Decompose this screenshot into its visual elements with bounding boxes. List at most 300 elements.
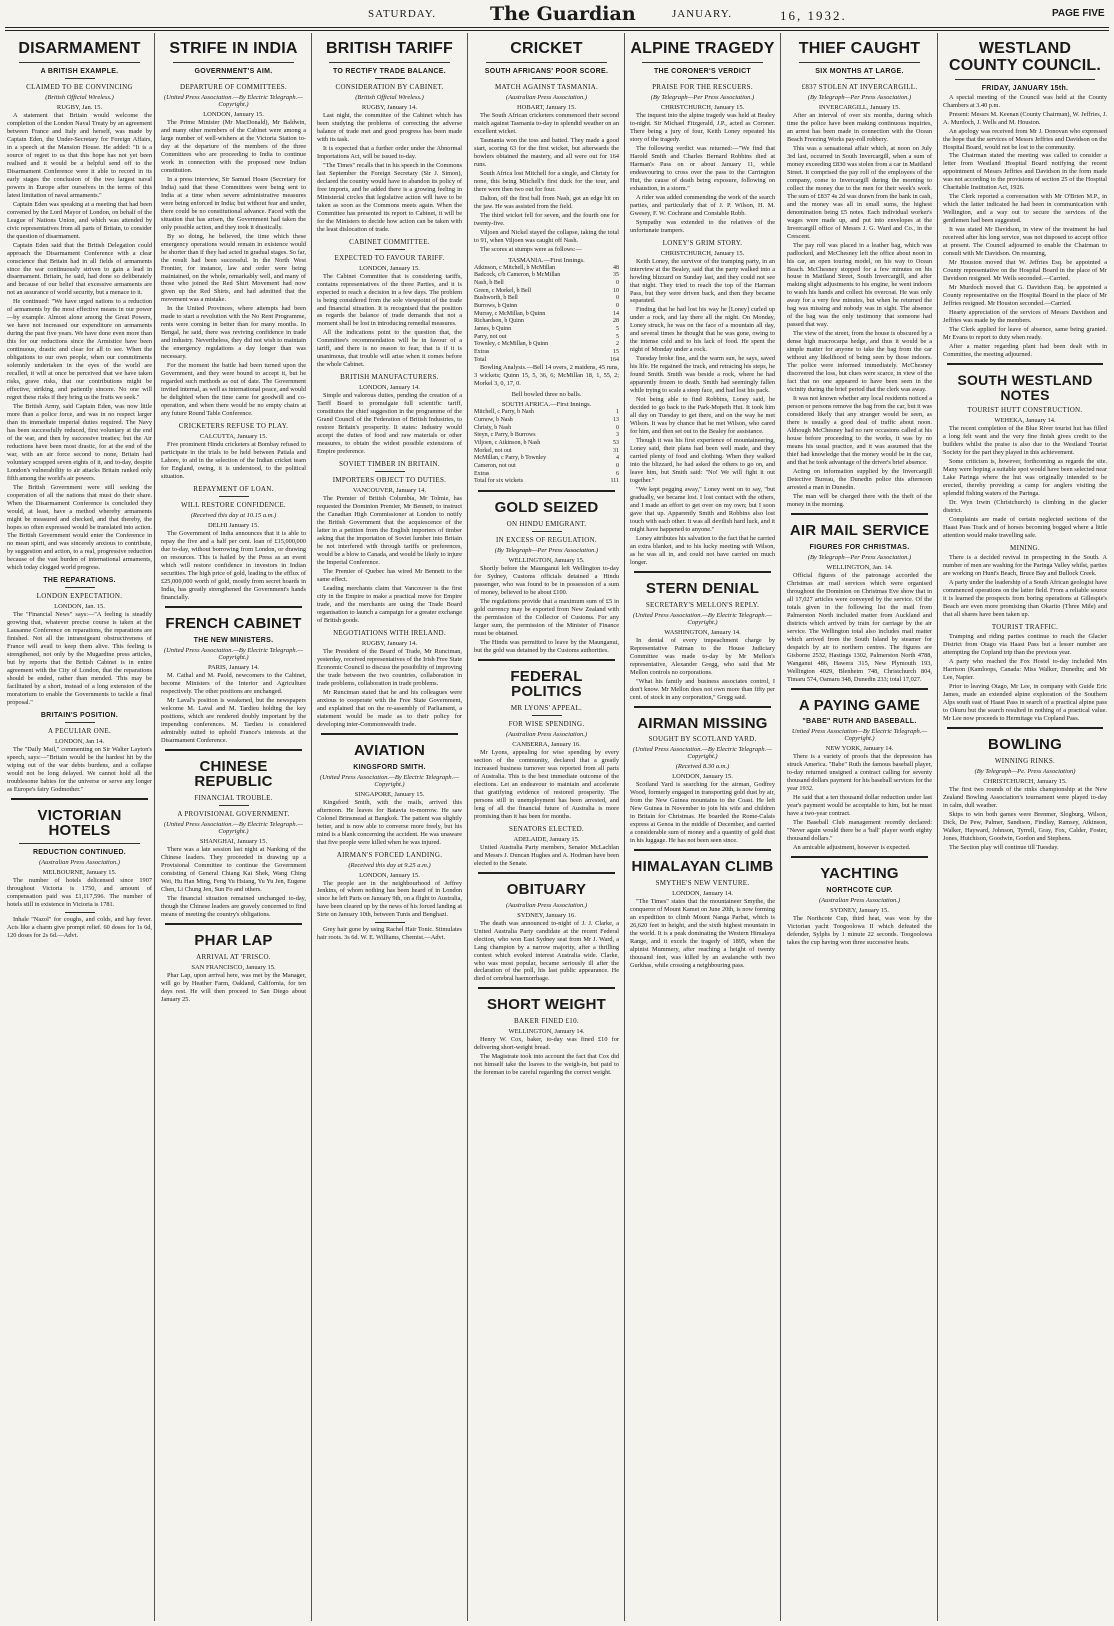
paragraph: In denial of every impeachment charge by Representative Patman to the House Judiciary Committee was made to-day by Mr Mellon's representative, Alexander Gregg, who said that Mr Mellon controls no corporations. — [630, 636, 775, 676]
headline: SOUTH WESTLAND NOTES — [957, 372, 1093, 403]
dateline: SYDNEY, January 16. — [517, 911, 576, 919]
article-negotiations-ireland — [317, 629, 462, 729]
paragraph: A special meeting of the Council was held at the County Chambers at 3.40 p.m. — [943, 93, 1107, 109]
source-line: (By Telegraph—Per Press Association.) — [650, 93, 755, 101]
dateline: CALCUTTA, January 15. — [199, 433, 268, 441]
column-4 — [472, 33, 621, 1621]
masthead — [0, 0, 1114, 30]
paragraph: The "Financial News" says:—"A feeling is steadily growing that, whatever precise course is taken at the Lausanne Conference on reparations, the reparations are finished. Not all the intransigeant obstructiveness of France will avail to keep them alive. This feeling is strengthened, not only by the Mugardine press articles, but by reports that the British Cabinet is in entire agreement with the City of London, that the reparations should be ended, rather than mended. This may be facilitated by a short, instead of a long extension of the moratorium to enable the Governments to tackle a final proposal." — [7, 610, 152, 706]
paragraph: The British Government were still seeking the cooperation of all the nations that must do their share. When the Disarmament Conference is concluded they would, at least, have a method whereby armaments might be measured and checked, and that thereby, the hopes so often expressed would be translated into action. The British Government would enter the Conference in no mean spirit, and was sincerely anxious to contribute, by suggestion and action, to a real, progressive reduction because of the vast burden of international armaments, which today clogged world progress. — [7, 484, 152, 571]
paragraph: Prior to leaving Otago, Mr Lee, in company with Guide Eric James, made an extended alpine exploration of the Southern Alps south east of Haast Pass in search of a practical alpine pass to Okuru but the search resulted in nothing of a practical value. Mr Lee now proceeds to Hermitage via Copland Pass. — [943, 683, 1107, 722]
subheading: FINANCIAL TROUBLE. — [194, 794, 273, 803]
divider — [642, 62, 763, 63]
paragraph: Official figures of the patronage accorded the Christmas air mail services which were organised throughout the Dominion on Christmas Eve show that in all 17,027 articles were conveyed by the service. Of the totals given in the following list the mail from Palmerston North included matter from Auckland and districts which arrived by train for carriage by the air service. The Wellington total also includes mail matter which arrived from the South Island by steamer for despatch by air to northern centres. The figures are Gisborne 2532, Hastings 1302, Palmerston North 4788, Wanganui 486, Hawera 315, New Plymouth 193, Wellington 4029, Blenheim 748, Christchurch 804, Timaru 574, Oamaru 348, Dunedin 233; total 17,027. — [787, 571, 932, 683]
dateline: WASHINGTON, January 14. — [664, 628, 741, 636]
paragraph: The President of the Board of Trade, Mr Runciman, yesterday, received representatives of the Irish Free State Economic Council to discuss the possibility of improving the trade between the two countries, collaboration in trade problems, collaboration in trade problems. — [317, 648, 462, 687]
divider — [947, 727, 1103, 729]
paragraph: The Section play will continue till Tuesday. — [949, 843, 1059, 851]
paragraph: "What his family and business associates control, I don't know. Mr Mellon does not own more than fifty per cent. of stock in any corporation," Gregg said. — [630, 677, 775, 701]
paragraph: An amicable adjustment, however is expected. — [793, 844, 911, 852]
article-french-cabinet — [161, 616, 306, 745]
column-5 — [628, 33, 777, 1621]
subheading: CONSIDERATION BY CABINET. — [335, 82, 444, 91]
masthead-title: The Guardian — [490, 3, 636, 25]
paragraph: The British Army, said Captain Eden, was now little more than a police force, and was in no respect larger than its immediate imperial duties required. The Navy has been successfully reduced, first voluntary at the end of the war, and then by successive treaties; but the Air reductions have been most drastic, for at the end of the war, with an air force second to none, Britain had voluntary scrapped seven eights of it, and to-day, despite London's vulnerability to air attacks Britain ranked only fifth among the world's air powers. — [7, 403, 152, 483]
paragraph: The Government of India announces that it is able to repay the five and a half per cent. loan of £15,000,000 due to-day, without borrowing from London, or drawing on resources. This is hailed by the Press as an event which will restore confidence in investors in Indian securities. The high price of gold, leading to the efflux of £25,000,000 worth of gold, mostly from secret hoards in India, has greatly strengthened the Government's hands financially. — [161, 530, 306, 602]
subheading: THE REPARATIONS. — [43, 576, 116, 584]
source-line: (United Press Association.—By Electric Telegraph.—Copyright.) — [319, 773, 460, 788]
paragraph: Acting on information supplied by the Invercargill Detective Bureau, the Dunedin police this afternoon arrested a man in Dunedin. — [787, 468, 932, 492]
paragraph: He said that a ten thousand dollar reduction under last year's payment would be acceptable to him, but he must have a two-year contract. — [787, 794, 932, 818]
headline: VICTORIAN HOTELS — [37, 806, 122, 840]
divider — [19, 62, 140, 63]
score-row: Green, c Morkel, b Bell 10 — [474, 287, 619, 294]
paragraph: Five prominent Hindu cricketers at Bombay refused to participate in the trials to be held between Patiala and Lahore, to aid in the selection of the Indian cricket team for England, owing, it is understood, to the political situation. — [161, 441, 306, 481]
dash — [375, 471, 405, 472]
paragraph: Mr Murdoch moved that G. Davidson Esq. be appointed a County representative on the Hospital Board in the place of Mr Jeffries resigned. Mr Houston seconded.—Carried. — [943, 284, 1107, 308]
subheading: BRITAIN'S POSITION. — [40, 711, 119, 719]
paragraph: The Premier of British Columbia, Mr Tolmie, has requested the Dominion Premier, Mr Bennett, to instruct the Canadian High Commissioner at London to notify the British Government that the acquiescence of the latter in a petition from the English importers of timber asking that the importation of Soviet lumber into Britain be not interfered with through tariffs or preferences, would be a blow to Canada, and would be likely to injure the Imperial Conference. — [317, 495, 462, 567]
score-row: Richardson, b Quinn 28 — [474, 318, 619, 325]
source-line: (Australian Press Association.) — [505, 93, 588, 101]
dateline: RUGBY, January 14. — [361, 103, 418, 111]
column-rule — [467, 33, 468, 1621]
paragraph: The Baseball Club management recently declared: "Never again would there be a 'ball' player worth eighty thousand dollars." — [787, 819, 932, 843]
column-rule — [937, 33, 938, 1621]
paragraph: The recent completion of the Blue River tourist hut has filled a long felt want and the very fine finish gives credit to the builders whilst the praise is also due to the Westland Tourist Society for the part they played in this achievement. — [943, 425, 1107, 457]
subheading: GOVERNMENT'S AIM. — [194, 67, 273, 75]
subheading: WINNING RINKS. — [994, 756, 1056, 765]
subheading: FIGURES FOR CHRISTMAS. — [809, 543, 910, 551]
paragraph: South Africa lost Mitchell for a single, and Christy for none, this being Mitchell's first duck for the tour, and there were then two out for four. — [474, 169, 619, 193]
dateline: PARIS, January 14. — [207, 663, 260, 671]
article-alpine-tragedy — [630, 41, 775, 235]
column-1 — [5, 33, 154, 1621]
paragraph: Keith Loney, the survivor of the tramping party, in an interview at the Bealey, said that the party walked into a howling blizzard on Sunday last, and they could not see that night. They tried to reach the top of the Harman Pass, but they were driven back, and then they became separated. — [630, 257, 775, 305]
divider — [321, 733, 458, 735]
subheading: LONEY'S GRIM STORY. — [662, 238, 743, 247]
headline: BRITISH TARIFF — [326, 40, 453, 57]
paragraph: Mr Laval's position is weakened, but the newspapers welcome M. Laval and M. Tardieu holding the key positions, which are rendered doubly important by the impending conferences. M. Tardieu is considered admirably suited to uphold France's interests at the Disarmament Conference. — [161, 696, 306, 744]
paragraph: He continued: "We have urged nations to a reduction of armaments by the most effective means in our power—by example. Almost alone among the Great Powers, we have not increased our expenditure on armaments during the past five years. We have done even more than this for our reductions since the Armistice have been continuous, drastic and clear for all to see. When the obligations to our own people, when our commitments solemnly undertaken in the eyes of the world are recalled, it will at once be perceived that we have taken risks, grave risks, that our contributions might be effective, striking, and patiently sincere. No one will regret these risks if they bring us the fruits we seek." — [7, 298, 152, 402]
headline: A PAYING GAME — [798, 696, 921, 714]
dateline: SHANGHAI, January 15. — [199, 838, 268, 846]
article-strife-in-india — [161, 41, 306, 418]
paragraph: Shortly before the Maunganui left Wellington to-day for Sydney, Customs officials detained a Hindu passenger, who was found to be in possession of a sum of money, believed to be about £100. — [474, 564, 619, 596]
divider — [478, 659, 615, 661]
subheading: BRITISH MANUFACTURERS. — [340, 373, 439, 382]
paragraph: The pay roll was placed in a leather bag, which was padlocked, and McChesney left the office about noon in his car, an open touring model, on his way to Ocean Beach. McChesney stopped for a few minutes on his house in Maitland Street, South Invercargill, and after making slight adjustments to his engine, he went indoors to wash his hands and collect his overcoat. He was only away for a very few minutes, but when he returned the bag was missing and nobody was in sight. The absence of the bag was the only testimony that someone had passed that way. — [787, 241, 932, 329]
subheading: FOR WISE SPENDING. — [508, 720, 585, 729]
source-line: United Press Association—By Electric Telegraph.—Copyright.) — [791, 728, 928, 743]
subheading: WILL RESTORE CONFIDENCE. — [180, 501, 286, 510]
article-british-manufacturers — [317, 373, 462, 456]
source-line: (By Telegraph—Per Press Association.) — [807, 553, 912, 561]
paragraph: The inquest into the alpine tragedy was held at Bealey to-night. Sir Michael Fitzgerald, J.P., acted as Coroner. There being a jury of four, Keith Loney repeated his story of the tragedy. — [630, 111, 775, 143]
paragraph: Dalton, off the first ball from Nash, got an edge hit on the jaw. He was assisted from the field. — [474, 194, 619, 210]
source-line: (By Telegraph—Per Press Association.) — [807, 93, 912, 101]
paragraph: The following verdict was returned:—"We find that Harold Smith and Charles Bernard Robbins died at Harman's Pass on or about January 11, while endeavouring to cross over the pass to the Carrington Hut, the cause of death being exposure, following on exhaustion, in a storm." — [630, 144, 775, 192]
source-line: (United Press Association.—By Electric Telegraph.—Copyright.) — [163, 821, 304, 836]
dash — [688, 78, 718, 79]
paragraph: Kingsford Smith, with the mails, arrived this afternoon. He leaves for Batavia to-morrow. He saw Colonel Brinsmead at Bangkok. The patient was slightly better, and is now able to converse more freely, but his mind is a blank concerning the accident. He was unaware that five people were killed when he was injured. — [317, 798, 462, 846]
score-row: Extras 6 — [474, 470, 619, 477]
subheading: NEGOTIATIONS WITH IRELAND. — [333, 629, 446, 637]
masthead-day: SATURDAY. — [368, 8, 436, 20]
score-total: Total 164 — [474, 356, 619, 363]
paragraph: By so doing, he believed, the time which these emergency operations would remain in existence would be shorter than if they had acted in gradual stages. So far, the result had been successful. In the North West Frontier, for instance, law and order were being maintained, on the whole, remarkably well, and many of those who joined the Red Shirt Movement had now given up the Red Shirts, and had admitted that the movement was a mistake. — [161, 232, 306, 304]
subheading: SOUTH AFRICANS' POOR SCORE. — [484, 67, 609, 75]
divider — [791, 688, 928, 690]
dateline: LONDON, January 15. — [203, 110, 264, 118]
subheading: SOVIET TIMBER IN BRITAIN. — [339, 460, 440, 469]
paragraph: Complaints are made of certain neglected sections of the Haast Pass Track and of horses becoming bogged where a little attention would make travelling safe. — [943, 516, 1107, 540]
article-bowling — [943, 737, 1107, 852]
article-stern-denial — [630, 581, 775, 702]
paragraph: After a matter regarding plant had been dealt with in Committee, the meeting adjourned. — [943, 343, 1107, 359]
article-victorian-hotels — [7, 808, 152, 940]
divider — [173, 62, 294, 63]
paragraph: A rider was added commending the work of the search parties, and particularly that of J. P. Wilson, H. M. Gwesey, F. W. Cochrane and Constable Robb. — [630, 193, 775, 217]
subheading: EXPECTED TO FAVOUR TARIFF. — [334, 253, 445, 262]
paragraph: The Chairman stated the meeting was called to consider a letter from Westland Hospital Board notifying the recent appointment of Messrs Jeffries and Davidson in the form made was not according to the provisions of section 25 of the Hospital Charitable Institution Act, 1926. — [943, 152, 1107, 192]
paragraph: Tramping and riding parties continue to reach the Glacier District from Otago via Haast Pass but a lesser number are attempting the Copland trip than the previous year. — [943, 633, 1107, 657]
paragraph: Henry W. Cox, baker, to-day was fined £10 for delivering short-weight bread. — [474, 1036, 619, 1052]
source-line: (United Press Association.—By Electric Telegraph.—Copyright.) — [632, 746, 773, 761]
divider — [634, 571, 771, 573]
divider — [11, 798, 148, 800]
column-7 — [941, 33, 1109, 1621]
subheading: AIRMAN'S FORCED LANDING. — [336, 850, 443, 859]
subheading: THE CORONER'S VERDICT — [653, 67, 752, 75]
headline: DISARMAMENT — [18, 40, 141, 57]
article-air-mail-service — [787, 523, 932, 684]
source-line: (Received this day at 10.15 a.m.) — [190, 512, 277, 520]
headline: AIRMAN MISSING — [637, 714, 768, 732]
score-row: Viljoen, c Atkinson, b Nash 53 — [474, 439, 619, 446]
dateline: LONDON, January 15. — [672, 773, 733, 781]
paragraph: All the indications point to the question that, the Committee's recommendation will be in favour of a tariff, and there is no reason to fear, that is if it is unanimous, that trouble will arise when it comes before the whole Cabinet. — [317, 329, 462, 369]
divider — [791, 513, 928, 515]
article-airmans-forced-landing — [317, 851, 462, 943]
subheading: £837 STOLEN AT INVERCARGILL. — [801, 82, 918, 91]
headline: STRIFE IN INDIA — [169, 40, 298, 57]
dash — [65, 587, 95, 588]
dash — [65, 912, 95, 913]
source-line: (Received 8.30 a.m.) — [675, 763, 730, 771]
subheading: "BABE" RUTH AND BASEBALL. — [802, 718, 917, 726]
article-loneys-grim-story — [630, 239, 775, 567]
headline: WESTLAND COUNTY COUNCIL. — [948, 40, 1102, 74]
dateline: CHRISTCHURCH, January 15. — [660, 103, 745, 111]
paragraph: There is a variety of proofs that the depression has struck America. "Babe" Ruth the famous baseball player, to-day returned unsigned a contract calling for seventy thousand dollars payment for his baseball services for the year 1932. — [787, 753, 932, 793]
dateline: CANBERRA, January 16. — [512, 741, 581, 749]
dateline: CHRISTCHURCH, January 15. — [983, 777, 1067, 785]
dateline: ADELAIDE, January 15. — [513, 835, 580, 843]
source-line: (United Press Association.—By Electric Telegraph.—Copyright.) — [632, 611, 773, 626]
subheading: DEPARTURE OF COMMITTEES. — [179, 82, 288, 91]
dash — [219, 78, 249, 79]
score-row: Townley, c McMillan, b Quinn 2 — [474, 341, 619, 348]
subheading: A PECULIAR ONE. — [47, 726, 112, 735]
score-row: Nash, b Bell 0 — [474, 279, 619, 286]
source-line: (United Press Association.—By Electric Telegraph.—Copyright.) — [163, 93, 304, 108]
headline: FRENCH CABINET — [165, 615, 302, 632]
dateline: WEHEKA, January 14. — [994, 417, 1056, 425]
subheading: CLAIMED TO BE CONVINCING — [26, 82, 133, 91]
score-row: James, b Quinn 5 — [474, 325, 619, 332]
subheading: A PROVISIONAL GOVERNMENT. — [177, 810, 290, 819]
headline: CRICKET — [510, 40, 583, 57]
column-rule — [624, 33, 625, 1621]
paragraph: Skips to win both games were Brenmer, Slogburg, Wilson, Dick, De Pew, Palmer, Sandison, Findlay, Ramsey, Atkinson, Walker, Hayward, Johnson, Tyrrell, Gray, Fox, Calder, Foster, Jones, Hutchison, Goodwin, Gordon and Stephens. — [943, 810, 1107, 842]
dateline: LONDON, January 14. — [672, 889, 733, 897]
scorecard-south-africa — [474, 409, 619, 486]
column-3 — [315, 33, 464, 1621]
dash — [65, 722, 95, 723]
paragraph: The Magistrate took into account the fact that Cox did not himself take the loaves to the weigh-in, but paid to the foreman to be careful regarding the correct weight. — [474, 1053, 619, 1077]
column-rule — [780, 33, 781, 1621]
headline: AVIATION — [353, 741, 426, 759]
paragraph: Hearty appreciation of the services of Messrs Davidson and Jeffries was made by the members. — [943, 309, 1107, 325]
source-line: (By Telegraph—Per Press Association.) — [494, 546, 599, 554]
divider — [478, 490, 615, 492]
article-thief-caught — [787, 41, 932, 509]
headline: BOWLING — [988, 735, 1062, 753]
paragraph: Mr Runciman stated that he and his colleagues were anxious to cooperate with the Free State Government, and explained that on the re-assembly of Parliament, a statement would be made as to their policy for developing inter-Commonwealth trade. — [317, 688, 462, 728]
divider — [634, 706, 771, 708]
headline: THIEF CAUGHT — [798, 40, 921, 57]
article-phar-lap — [161, 933, 306, 1004]
paragraph: The Premier of Quebec has wired Mr Bennett to the same effect. — [317, 568, 462, 584]
source-line: (Australian Press Association.) — [505, 901, 588, 909]
paragraph: Scotland Yard is searching for the airman, Godfrey Wood, formerly engaged in transporting gold dust by air, from the New Guinea mountains to the Coast. He left New Guinea in November to join his wife and children in Britain for Christmas. He boarded the Rome-Calais express at Genoa in the middle of December, and carried a considerable sum of money and a quantity of gold dust in his luggage. He has not been seen since. — [630, 781, 775, 845]
column-rule — [311, 33, 312, 1621]
article-short-weight — [474, 997, 619, 1077]
paragraph: The third wicket fell for seven, and the fourth one for twenty-five. — [474, 211, 619, 227]
headline: CHINESE REPUBLIC — [194, 757, 273, 791]
subheading: KINGSFORD SMITH. — [353, 763, 426, 771]
subheading: TO RECTIFY TRADE BALANCE. — [332, 67, 447, 75]
paragraph: Leading merchants claim that Vancouver is the first city in the Empire to make a practical move for Empire trade, and the merchants are using the Trade Board organisation to launch a campaign for a greater exchange of British goods. — [317, 585, 462, 625]
divider — [478, 987, 615, 989]
paragraph: Captain Eden said that the British Delegation could approach the Disarmament Conference with a clear conscience that Britain had in all fields of armaments since the war continuously striven to gain a lead in disarmament. Britain, he said, had done so deliberately and because of our belief that excessive armaments are not an assurance of world security, but a menace to it. — [7, 241, 152, 297]
paragraph: A statement that Britain would welcome the completion of the London Naval Treaty by an agreement between France and Italy and herself, was made by Captain Eden, the Under-Secretary for Foreign Affairs, in a speech at the Mansion House. He added: "It is a source of regret to us that this hope has not yet been realised and it would be a helpful send off to the Disarmament Conference were it able to record in its early stages the conclusion of the two largest naval powers in Europe after ourselves in the terms of this latest limitation of naval armaments." — [7, 111, 152, 199]
subheading: TOURIST TRAFFIC. — [991, 623, 1059, 632]
article-tourist-traffic — [943, 623, 1107, 723]
paragraph: The regulations provide that a maximum sum of £5 in gold currency may be exported from New Zealand with the permission of the Collector of Customs. For any larger sum, the permission of the Minister of Finance must be obtained. — [474, 597, 619, 637]
article-chinese-republic — [161, 759, 306, 919]
subheading: PRAISE FOR THE RESCUERS. — [652, 82, 753, 91]
subheading: NORTHCOTE CUP. — [826, 886, 893, 894]
subheading: SMYTHE'S NEW VENTURE. — [655, 878, 750, 887]
dateline: INVERCARGILL, January 15. — [818, 103, 901, 111]
subheading: CABINET COMMITTEE. — [349, 237, 430, 246]
subheading: IMPORTERS OBJECT TO DUTIES. — [332, 476, 447, 485]
dash — [375, 922, 405, 923]
dateline: VANCOUVER, January 14. — [352, 487, 427, 495]
paragraph: The financial situation remained unchanged to-day, though the Chinese leaders are gravely concerned to find means of meeting the country's obligations. — [161, 895, 306, 918]
advertisement: Inhale "Nazol" for coughs, and colds, and hay fever. Acts like a charm give prompt relief. 60 doses for 1s 6d, 120 doses for 2s 6d.—Advt. — [7, 916, 152, 940]
headline: ALPINE TRAGEDY — [630, 40, 775, 57]
paragraph: For the moment the battle had been turned upon the Government, and they were bound to accept it, but he regarded such methods as out of date. The Government invited internal, as well as international peace, and would be delighted when the time came for goodwill and co-operation, and when there would be no empty chairs at any future Round Table Conference. — [161, 362, 306, 418]
dash — [219, 805, 249, 806]
dash — [65, 78, 95, 79]
subheading: FRIDAY, JANUARY 15th. — [981, 84, 1069, 92]
divider — [478, 872, 615, 874]
subheading: MR LYONS' APPEAL. — [510, 704, 583, 713]
paragraph: Tuesday broke fine, and the warm sun, he says, saved his life. He regained the track, and retracing his steps, he found Smith. Smith was beside a rock, where he had apparently frozen to death. Smith had seemingly fallen while trying to scale a steep face, and had lost his pack. — [630, 355, 775, 395]
subheading: LONDON EXPECTATION. — [36, 591, 123, 600]
dateline: WELLINGTON, January 15. — [508, 556, 585, 564]
dateline: CHRISTCHURCH, January 15. — [660, 249, 745, 257]
headline: OBITUARY — [506, 880, 587, 898]
subheading: MINING. — [1010, 544, 1040, 553]
score-row: Atkinson, c Mitchell, b McMillan 48 — [474, 264, 619, 271]
divider — [791, 856, 928, 858]
dash — [845, 78, 875, 79]
scorecard-tasmania — [474, 265, 619, 365]
paragraph: This was a sensational affair which, at noon on July 3rd last, occurred in South Invercargill, when a sum of money exceeding £830 was stolen from a car in Maitland Street. It comprised the pay roll of the employees of the company, come to Invercargill during the morning to collect the money due to the men for their week's work. The sum of £837 4s 2d was drawn from the bank in cash, and the money was all in small sums, the highest denomination being £5 notes. Each individual worker's wages were made up, and put into envelopes at the Invercargill office of Messrs J. G. Ward and Co., in the Crescent. — [787, 144, 932, 240]
dash — [532, 531, 562, 532]
paragraph: Tasmania won the toss and batted. They made a good start, scoring 63 for the first wicket, but afterwards the bowlers obtained the mastery, and all were out for 164 runs. — [474, 136, 619, 168]
score-row: Christy, b Nash 0 — [474, 424, 619, 431]
paragraph: Mr Houston moved that W. Jeffries Esq. be appointed a County representative on the Hospital Board in the place of Mr Davidson resigned. Mr Wells seconded.—Carried. — [943, 259, 1107, 283]
paragraph: Some criticism is, however, forthcoming as regards the site. Many were hoping a suitable spot would have been selected near Lake Paringa where the hut was originally intended to be erected, thereby providing a camp for anglers visiting the splendid fishing waters of the Paringa. — [943, 458, 1107, 498]
paragraph: The first two rounds of the rinks championship at the New Zealand Bowling Association's tournament were played to-day in calm, dull weather. — [943, 785, 1107, 809]
dateline: WELLINGTON, Jan. 14. — [826, 563, 893, 571]
paragraph: In a press interview, Sir Samuel Hoare (Secretary for India) said that these Committees were being sent to India at a time when severe administrative measures were being enforced in India; but without fear and under, there could be no constitutional advance. Faced with the situation that has arisen, the Government had taken the only possible action, and they took it drastically. — [161, 175, 306, 231]
subheading: SIX MONTHS AT LARGE. — [815, 67, 904, 75]
paragraph: "The Times" states that the mountaineer Smythe, the conqueror of Mount Kamet on June 20th, is now forming an expedition to climb Mount Nanga Parbat, which is 26,620 feet in height, and the sixth highest mountain in the world. It is a peak dominating the Western Himalaya Range, and it excels the tragedy of 1895, when the alpinist Mummery, after reaching a height of twenty thousand feet, was killed by an avalanche with two Gurkhas, while crossing a neighbouring pass. — [630, 897, 775, 969]
headline: YACHTING — [820, 865, 899, 883]
article-senators-elected — [474, 825, 619, 868]
article-gold-seized — [474, 500, 619, 655]
paragraph: The number of hotels delicensed since 1907 throughout Victoria is 1750, and amount of compensation paid was £1,117,596. The number of hotels still in existence in Victoria is 1781. — [7, 877, 152, 909]
divider — [19, 843, 140, 844]
subheading: THE NEW MINISTERS. — [193, 636, 274, 644]
source-line: (British Official Wireless.) — [355, 93, 424, 101]
scorecard-heading: TASMANIA.—First Innings. — [508, 256, 585, 264]
article-westland-county-council — [943, 41, 1107, 359]
article-airman-missing — [630, 716, 775, 846]
score-row: Cameron, not out 0 — [474, 462, 619, 469]
paragraph: "We kept pegging away," Loney went on to say, "but gradually, we became lost. I lost contact with the others, and I made an effort to get over on my own; but I soon gave that up. Apparently Smith and Robbins also lost touch with each other. It was all devilish hard luck, and it might have happened to anyone." — [630, 486, 775, 534]
dash — [375, 249, 405, 250]
article-cricketers-refuse — [161, 422, 306, 481]
dateline: LONDON, Jan. 15. — [54, 602, 105, 610]
paragraph: The "Daily Mail," commenting on Sir Walter Layton's speech, says:—"Britain would be the hardest hit by the wiping out of the war debts burdens, and a collapse would not be long delayed. We cannot hold all the troublesome babies for the universe or serve any longer as Europe's fairy Godmother." — [7, 745, 152, 793]
bowling-analysis: Bowling Analysis.—Bell 14 overs, 2 maidens, 45 runs, 3 wickets; Quinn 15, 5, 36, 6; McMillan 18, 1, 55, 2; Morkel 3, 0, 17, 0. — [474, 364, 619, 388]
dateline: LONDON, Jan 14. — [54, 737, 105, 745]
paragraph: The South African cricketers commenced their second match against Tasmania to-day in splendid weather on an excellent wicket. — [474, 111, 619, 135]
subheading: A BRITISH EXAMPLE. — [40, 67, 119, 75]
paragraph: The Clerk reported a conversation with Mr O'Brien M.P., in which the latter indicated he had been in communication with Wellington, and a way out to secure the services of the gentlemen had been suggested. — [943, 193, 1107, 225]
headline: PHAR LAP — [194, 931, 273, 949]
headline: HIMALAYAN CLIMB — [631, 858, 774, 876]
dateline: RUGBY, January 14. — [361, 640, 418, 647]
article-himalayan-climb — [630, 859, 775, 970]
score-row: Murray, c McMillan, b Quinn 14 — [474, 310, 619, 317]
dateline: LONDON, January 15. — [359, 871, 420, 879]
score-total: Total for six wickets 111 — [474, 478, 619, 485]
article-disarmament — [7, 41, 152, 572]
masthead-rule — [5, 27, 1109, 31]
column-6 — [785, 33, 934, 1621]
dash — [375, 78, 405, 79]
score-row: Steyn, c Parry, b Burrows 3 — [474, 432, 619, 439]
divider — [165, 923, 302, 925]
paragraph: The Clerk applied for leave of absence, same being granted. Mr Evans to report to duty when ready. — [943, 326, 1107, 342]
paragraph: It was not known whether any local residents noticed a person or persons remove the bag from the car, but it was considered likely that any stranger would be seen, as there is usually a good deal of traffic about noon. Although McChesney had no rare occasions called at his house before proceeding to the works, it was by no means his usual practice, and it was assumed that the thief had knowledge that the money would be in the car, and that he took advantage of the driver's brief absence. — [787, 395, 932, 467]
subheading: CRICKETERS REFUSE TO PLAY. — [178, 422, 289, 431]
headline: SHORT WEIGHT — [486, 996, 607, 1014]
masthead-month: JANUARY. — [672, 8, 733, 20]
source-line: (Australian Press Association.) — [38, 859, 121, 867]
subheading: IN EXCESS OF REGULATION. — [496, 535, 597, 544]
score-row: Extras 15 — [474, 348, 619, 355]
divider — [947, 363, 1103, 365]
headline: GOLD SEIZED — [494, 498, 599, 516]
source-line: (Received this day at 9.25 a.m.) — [348, 861, 431, 869]
dateline: MELBOURNE, January 15. — [42, 869, 117, 877]
paragraph: There is a decided revival in prospecting in the South. A number of men are washing for the Paringa Valley whilst, parties are working on Hunt's Beach, Bruce Bay and Bullock Creek. — [943, 554, 1107, 578]
paragraph: After an interval of over six months, during which time the police have been making continuous inquiries, an arrest has been made in connection with the Ocean Beach Freezing Works pay-roll robbery. — [787, 111, 932, 143]
subheading: REPAYMENT OF LOAN. — [193, 485, 274, 494]
dash — [532, 715, 562, 716]
paragraph: The death was announced to-night of J. J. Clarke, a United Australia Party candidate at the recent Federal election, who won East Sydney seat from Mr J. Ward, a Lang champion by a narrow majority, after a thrilling contest which evoked interest Australia wide. Clarke, who was most popular, became seriously ill after the declaration of the poll, his last public appearance. He died of cerebral haemorrhage. — [474, 919, 619, 983]
source-line: (Australian Press Association.) — [505, 731, 588, 739]
score-row: McMillan, c Parry, b Townley 4 — [474, 455, 619, 462]
article-reparations — [7, 577, 152, 707]
note: Bell bowled three no balls. — [511, 391, 582, 399]
paragraph: It was stated Mr Davidson, in view of the treatment he had received after his long service, was not disposed to accept office at present. The Council adjourned to enable the Chairman to consult with Mr Davidson. On resuming, — [943, 226, 1107, 258]
subheading: TOURIST HUTT CONSTRUCTION. — [967, 406, 1083, 415]
dateline: SINGAPORE, January 15. — [354, 790, 425, 798]
subheading: MATCH AGAINST TASMANIA. — [494, 82, 599, 91]
source-line: (United Press Association.—By Electric Telegraph.—Copyright.) — [163, 646, 304, 661]
paragraph: It is expected that a further order under the Abnormal Importations Act, will be issued to-day. — [317, 144, 462, 160]
paragraph: A party who reached the Fox Hostel to-day included Mrs Harrison (Kamloops, Canada: Miss Walker, Dunedin; and Mr Lee, Napier. — [943, 658, 1107, 682]
article-cricket — [474, 41, 619, 486]
paragraph: Captain Eden was speaking at a meeting that had been convened by the Lord Mayor of London, on behalf of the League of Nations Union, and which was attended by civic representatives from all parts of Britain, to consider the question of disarmament. — [7, 200, 152, 240]
divider — [486, 62, 607, 63]
paragraph: Mr Lyons, appealing for wise spending by every section of the community, declared that a greatly increased business turnover was reported from all parts of Australia. This is the best immediate outcome of the elections. Let an endeavour to maintain and accelerate that gratifying evidence of restored prosperity. The persons still in unemployment has been arrested, and leng of all the financial future of Australia is more promising than it has been for months. — [474, 749, 619, 820]
score-row: Parry, not out 5 — [474, 333, 619, 340]
column-rule — [154, 33, 155, 1621]
masthead-date: 16, 1932. — [780, 8, 847, 23]
article-britains-position — [7, 712, 152, 794]
paragraph: The Cabinet Committee that is considering tariffs, contains representatives of the three Parties, and it is expected to reach a decision in a few days. The problem is being considered from the sole viewpoint of the trade and financial situation. It is recognised that the position as regards the balance of trade demands that not a moment shall be lost in introducing remedial measures. — [317, 272, 462, 328]
paragraph: The Prime Minister (Mr MacDonald), Mr Baldwin, and many other members of the Cabinet were among a large number of well-wishers at the Victoria Station to-day at the departure of the members of the three Committees who are proceeding to India to continue work in connection with the proposed new Indian constitution. — [161, 118, 306, 174]
subheading: ON HINDU EMIGRANT. — [506, 519, 587, 528]
article-cabinet-committee — [317, 238, 462, 370]
paragraph: United Australia Party members, Senator McLachlan and Messrs J. Duncan Hughes and A. Hodman have been elected to the Senate. — [474, 843, 619, 867]
paragraph: The man will be charged there with the theft of the money in the morning. — [787, 493, 932, 509]
column-2 — [159, 33, 308, 1621]
divider — [634, 849, 771, 851]
paragraph: Present: Messrs M. Keenan (County Chairman), W. Jeffries, J. A. Murdoch, J. Wells and M. Houston. — [943, 110, 1107, 126]
dateline: RUGBY, Jan. 15. — [56, 103, 103, 111]
paragraph: Simple and valorous duties, pending the creation of a Tariff Board to promulgate full scientific tariff, constitutes the chief suggestion in the programme of the Grand Council of the Federation of British Industries, to restore Britain's prosperity. It states: Industry would accept the duties of food and raw materials or other measures, to obtain the widest possible extensions of Empire preference. — [317, 392, 462, 456]
paragraph: Phar Lap, upon arrival here, was met by the Manager, will go by Heather Farm, Oakland, California, for ten days rest. He will then proceed to San Diego about January 25. — [161, 971, 306, 1003]
paragraph: The view of the street, from the house is obscured by a dense high macrocarpa hedge, and thus it would be a simple matter for anyone to take the bag from the car without any likelihood of being seen by those indoors. The police were informed immediately. McChesney discovered the loss, but clues were scarce, in view of the fact that no one appeared to have been seen in the vicinity during the brief period that the clerk was away. — [787, 330, 932, 394]
dateline: LONDON, January 14. — [359, 384, 420, 392]
score-row: Badcock, c/b Cameron, b McMillan 35 — [474, 272, 619, 279]
dash — [532, 78, 562, 79]
article-federal-politics — [474, 669, 619, 821]
divider — [165, 606, 302, 608]
